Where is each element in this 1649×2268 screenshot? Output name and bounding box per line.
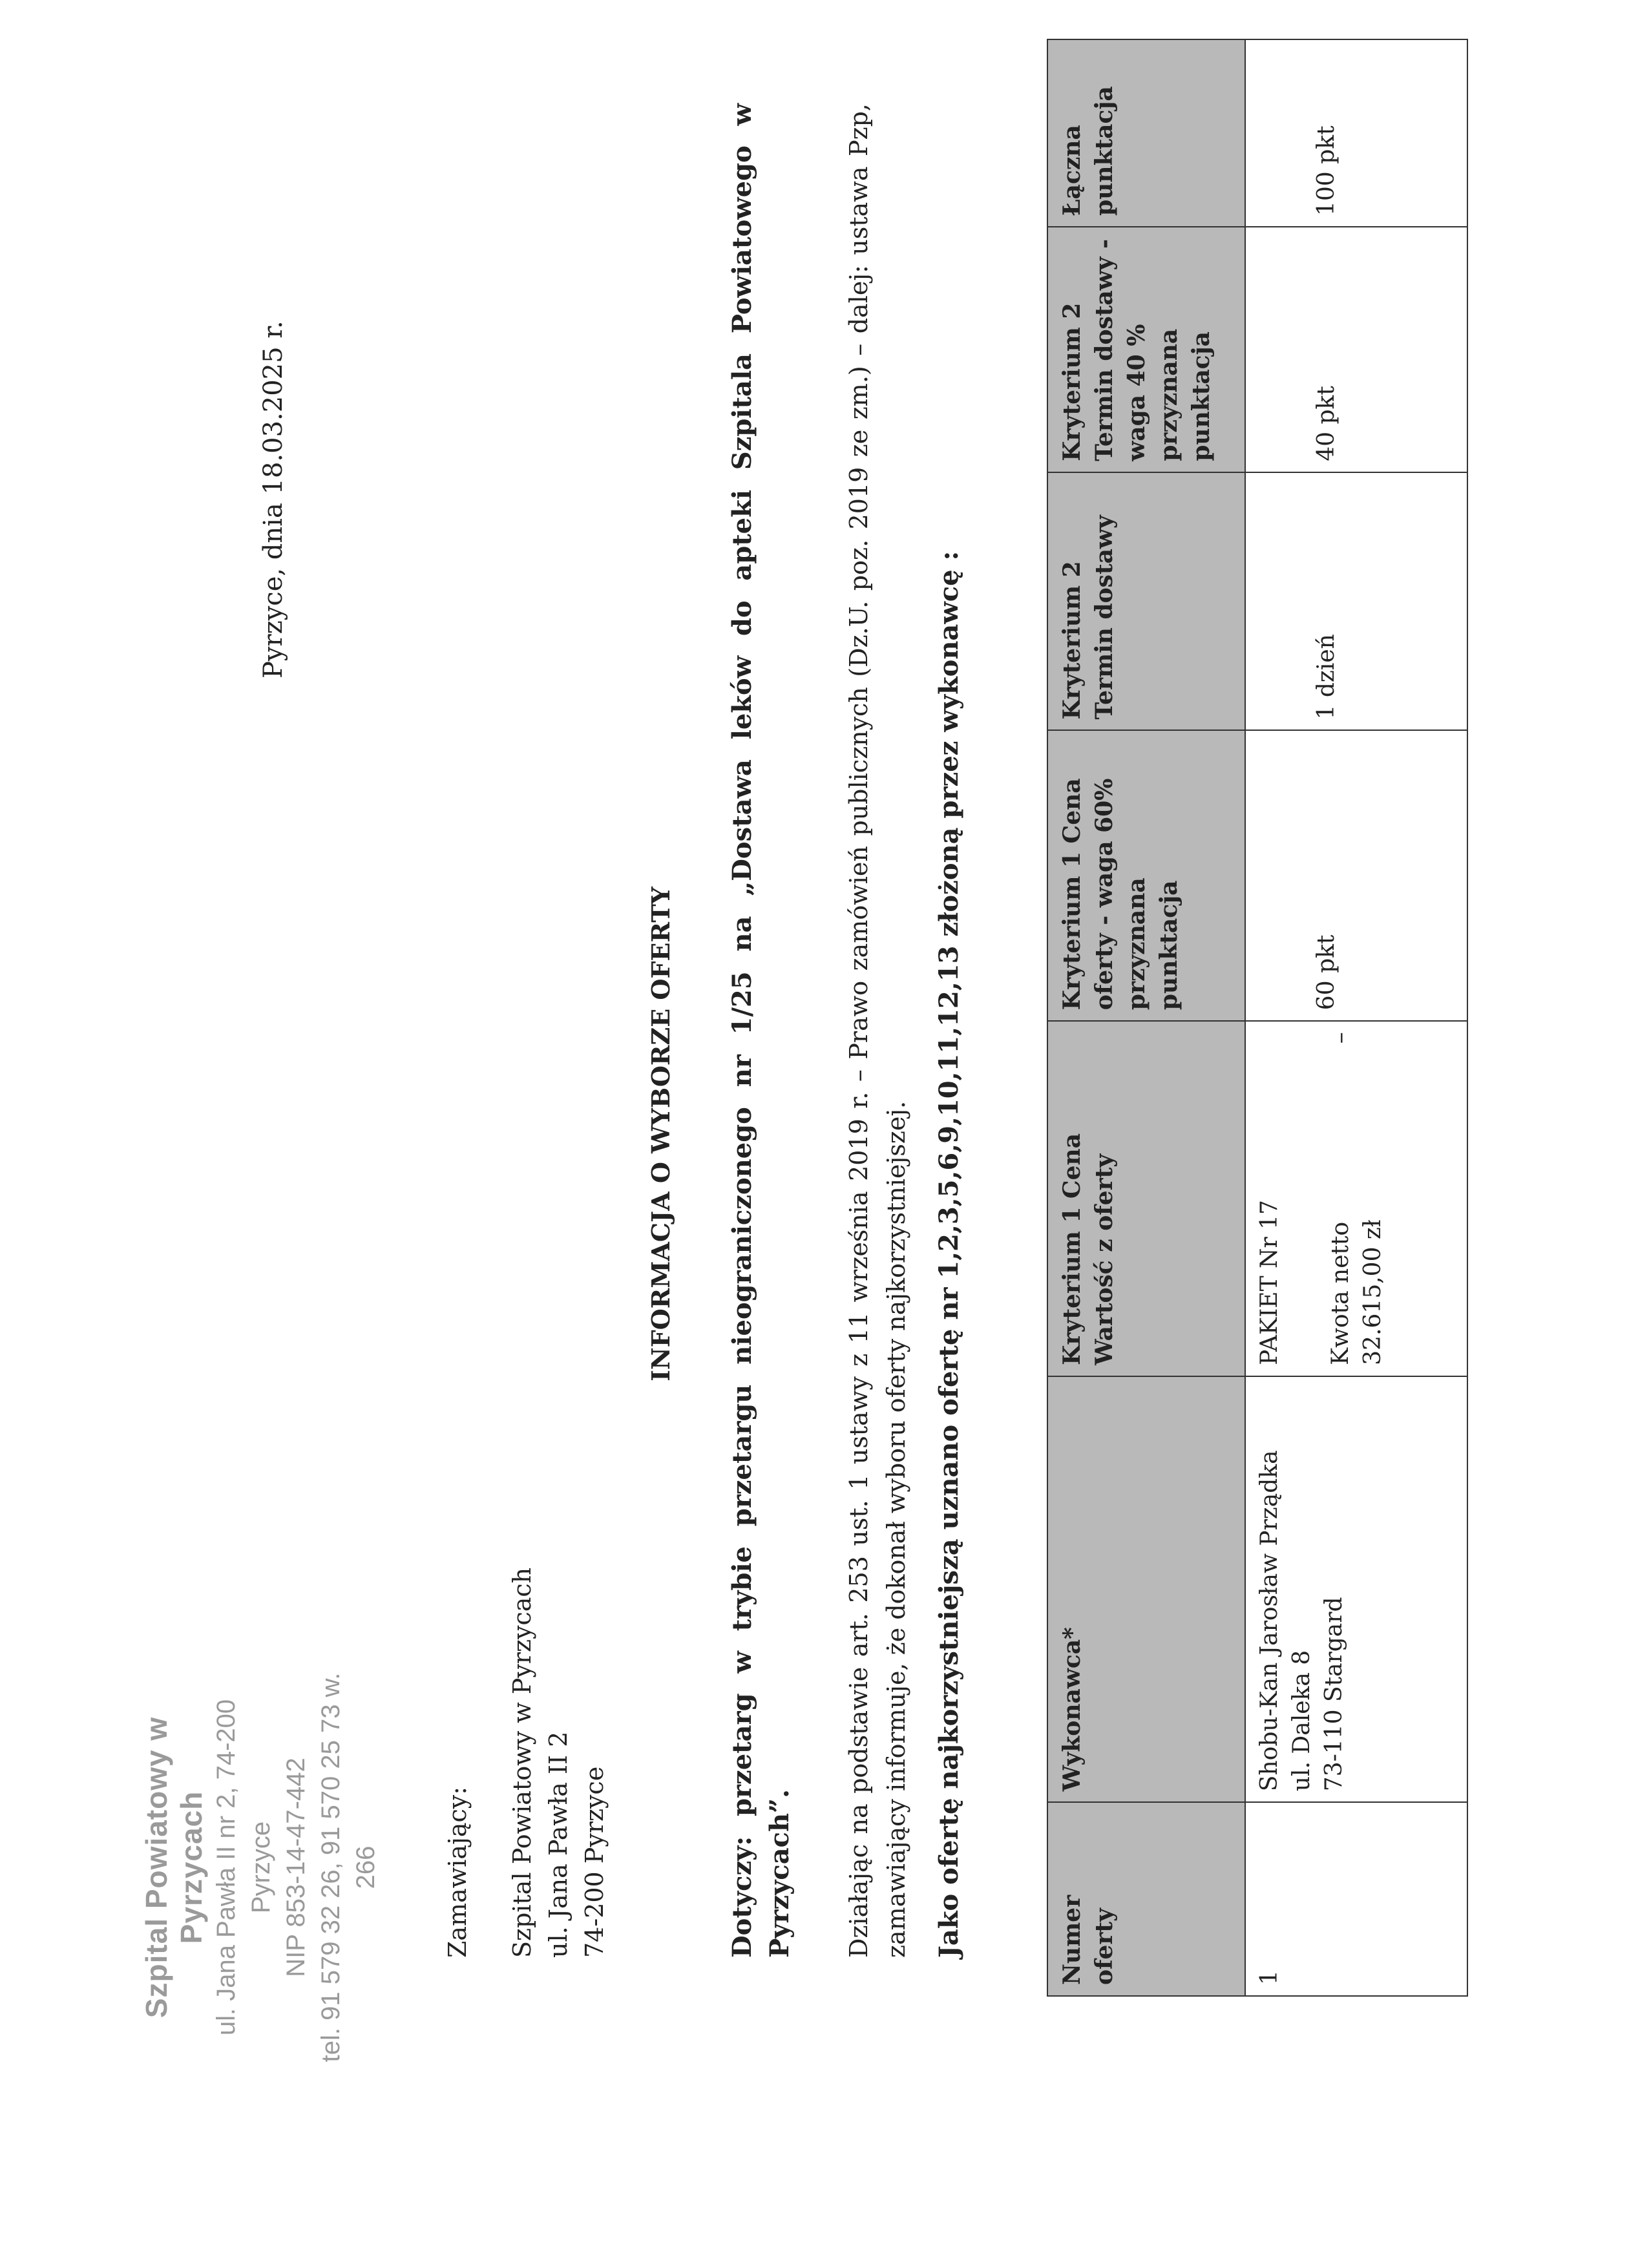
offers-table [1047, 39, 1468, 1997]
header-criterion1: Kryterium 1 Cena Wartość z oferty [1047, 1021, 1245, 1376]
cell-offer-number: 1 [1245, 1802, 1467, 1996]
authority-name: Szpital Powiatowy w Pyrzycach [508, 1567, 536, 1958]
document-date: Pyrzyce, dnia 18.03.2025 r. [258, 320, 288, 678]
stamp-nip: NIP 853-14-47-442 [282, 1758, 310, 1977]
net-dash: – [1327, 1032, 1354, 1044]
cell-criterion1-value [1245, 1021, 1467, 1376]
contracting-authority-label: Zamawiający: [443, 1786, 472, 1958]
header-criterion1-points: Kryterium 1 Cena oferty - waga 60% przyznana punktacja [1047, 731, 1245, 1022]
document-title: INFORMACJA O WYBORZE OFERTY [646, 887, 675, 1381]
net-amount: 32.615,00 zł [1360, 1219, 1386, 1365]
net-label: Kwota netto [1327, 1221, 1354, 1365]
stamp-address: ul. Jana Pawła II nr 2, 74-200 Pyrzyce [212, 1699, 275, 2036]
subject-paragraph: Dotyczy: przetarg w trybie przetargu nieograniczonego nr 1/25 na „Dostawa leków do apteki Szpitala Powiatowego w Pyrzycach”. [727, 103, 795, 1958]
cell-criterion1-points: 60 pkt [1245, 731, 1467, 1022]
contracting-authority-address [504, 1568, 613, 1958]
stamp-phone: tel. 91 579 32 26, 91 570 25 73 w. 266 [317, 1672, 380, 2063]
cell-total: 100 pkt [1245, 39, 1467, 227]
cell-criterion2-points: 40 pkt [1245, 227, 1467, 472]
header-criterion2: Kryterium 2 Termin dostawy [1047, 472, 1245, 731]
header-contractor: Wykonawca* [1047, 1376, 1245, 1802]
hospital-stamp [139, 1661, 383, 2074]
header-offer-number: Numer oferty [1047, 1802, 1245, 1996]
legal-basis-paragraph: Działając na podstawie art. 253 ust. 1 ustawy z 11 września 2019 r. – Prawo zamówień publicznych (Dz.U. poz. 2019 ze zm.) – dalej: ustawa Pzp, zamawiający informuje, że dokonał wyboru oferty najkorzystniejszej. [845, 103, 910, 1958]
stamp-name: Szpital Powiatowy w Pyrzycach [140, 1716, 208, 2019]
contractor-city: 73-110 Stargard [1321, 1597, 1347, 1792]
package-label: PAKIET Nr 17 [1256, 1200, 1283, 1365]
winner-statement: Jako ofertę najkorzystniejszą uznano ofertę nr 1,2,3,5,6,9,10,11,12,13 złożoną przez wykonawcę : [934, 551, 964, 1958]
contractor-street: ul. Daleka 8 [1288, 1650, 1315, 1792]
table-header-row [1047, 39, 1245, 1996]
header-criterion2-points: Kryterium 2 Termin dostawy - waga 40 % przyznana punktacja [1047, 227, 1245, 472]
table-row [1245, 39, 1467, 1996]
net-amount-line [1325, 1032, 1357, 1365]
authority-street: ul. Jana Pawła II 2 [544, 1731, 572, 1958]
contractor-name: Shobu-Kan Jarosław Prządka [1256, 1450, 1283, 1792]
header-total: Łączna punktacja [1047, 39, 1245, 227]
cell-contractor [1245, 1376, 1467, 1802]
cell-criterion2-value: 1 dzień [1245, 472, 1467, 731]
authority-city: 74-200 Pyrzyce [580, 1766, 609, 1958]
